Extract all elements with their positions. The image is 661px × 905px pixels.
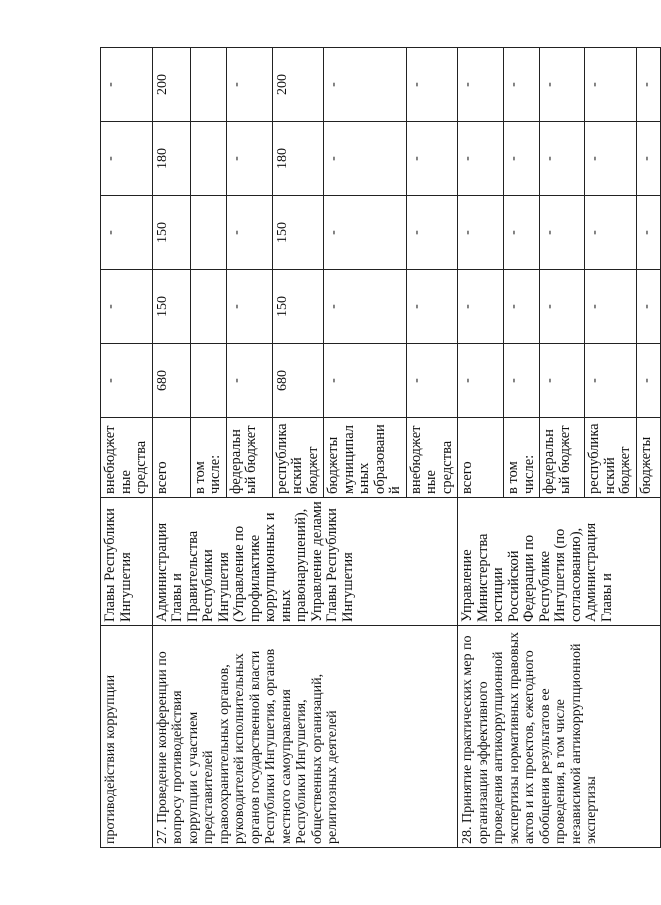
event-cell: 27. Проведение конференции по вопросу противодействия коррупции с участием представителей правоохранительных органов, руководителей исполнительных органов государственной власти Республики Ингушетия, органов местного самоуправления Республики Ингушетия, общественных организаций, религиозных деятелей [152,626,458,848]
amount-cell: - [504,270,540,344]
amount-cell: - [458,270,504,344]
amount-cell: - [226,344,272,418]
funding-source-cell: всего [458,418,504,498]
amount-cell: - [540,344,585,418]
amount-cell: - [636,48,660,122]
amount-cell: - [540,122,585,196]
amount-cell: - [101,196,153,270]
amount-cell: 180 [152,122,190,196]
amount-cell: - [636,196,660,270]
funding-source-cell: бюджеты муниципальных образований [324,418,407,498]
amount-cell: 150 [272,270,324,344]
amount-cell [190,48,226,122]
amount-cell: - [406,270,458,344]
funding-source-cell: республиканский бюджет [585,418,637,498]
table-row [101,48,153,848]
amount-cell [190,122,226,196]
amount-cell: 200 [272,48,324,122]
amount-cell: 180 [272,122,324,196]
funding-source-cell: республиканский бюджет [272,418,324,498]
funding-source-cell: бюджеты [636,418,660,498]
amount-cell: 680 [272,344,324,418]
amount-cell: - [504,48,540,122]
executor-cell: Управление Министерства юстиции Российской Федерации по Республике Ингушетия (по согласованию), Администрация Главы и [458,498,661,626]
amount-cell: - [585,196,637,270]
amount-cell: - [540,270,585,344]
amount-cell: - [406,48,458,122]
amount-cell: - [458,344,504,418]
amount-cell: 680 [152,344,190,418]
executor-cell: Администрация Главы и Правительства Республики Ингушетия (Управление по профилактике коррупционных и иных правонарушений), Управление делами Главы Республики Ингушетия [152,498,458,626]
amount-cell: - [101,344,153,418]
amount-cell: - [406,122,458,196]
amount-cell: - [324,122,407,196]
amount-cell [190,196,226,270]
funding-source-cell: федеральный бюджет [226,418,272,498]
table-row [152,48,190,848]
amount-cell: - [324,48,407,122]
amount-cell: - [636,122,660,196]
funding-source-cell: внебюджетные средства [101,418,153,498]
amount-cell: - [406,196,458,270]
amount-cell: 150 [152,196,190,270]
amount-cell: - [585,344,637,418]
event-cell: противодействия коррупции [101,626,153,848]
amount-cell: 200 [152,48,190,122]
amount-cell: - [101,270,153,344]
amount-cell: - [540,196,585,270]
amount-cell: - [226,270,272,344]
amount-cell: - [458,196,504,270]
funding-table [100,47,661,848]
amount-cell: - [101,48,153,122]
amount-cell: - [458,122,504,196]
amount-cell [190,344,226,418]
amount-cell: - [540,48,585,122]
amount-cell: - [504,122,540,196]
amount-cell: 150 [152,270,190,344]
rotated-table-wrapper [100,48,654,848]
amount-cell: - [458,48,504,122]
funding-source-cell: всего [152,418,190,498]
amount-cell: - [101,122,153,196]
amount-cell: - [636,270,660,344]
amount-cell: - [585,48,637,122]
amount-cell: - [324,270,407,344]
amount-cell [190,270,226,344]
amount-cell: - [406,344,458,418]
amount-cell: - [636,344,660,418]
amount-cell: - [226,196,272,270]
table-row [458,48,504,848]
funding-source-cell: федеральный бюджет [540,418,585,498]
funding-source-cell: в том числе: [190,418,226,498]
executor-cell: Главы Республики Ингушетия [101,498,153,626]
amount-cell: - [585,270,637,344]
amount-cell: - [504,196,540,270]
funding-source-cell: внебюджетные средства [406,418,458,498]
amount-cell: - [226,122,272,196]
amount-cell: - [324,344,407,418]
amount-cell: 150 [272,196,324,270]
amount-cell: - [324,196,407,270]
amount-cell: - [585,122,637,196]
funding-source-cell: в том числе: [504,418,540,498]
event-cell: 28. Принятие практических мер по организации эффективного проведения антикоррупционной экспертизы нормативных правовых актов и их проектов, ежегодного обобщения результатов ее проведения, в том числе независимой антикоррупционной экспертизы [458,626,661,848]
table-body [101,48,661,848]
amount-cell: - [504,344,540,418]
amount-cell: - [226,48,272,122]
